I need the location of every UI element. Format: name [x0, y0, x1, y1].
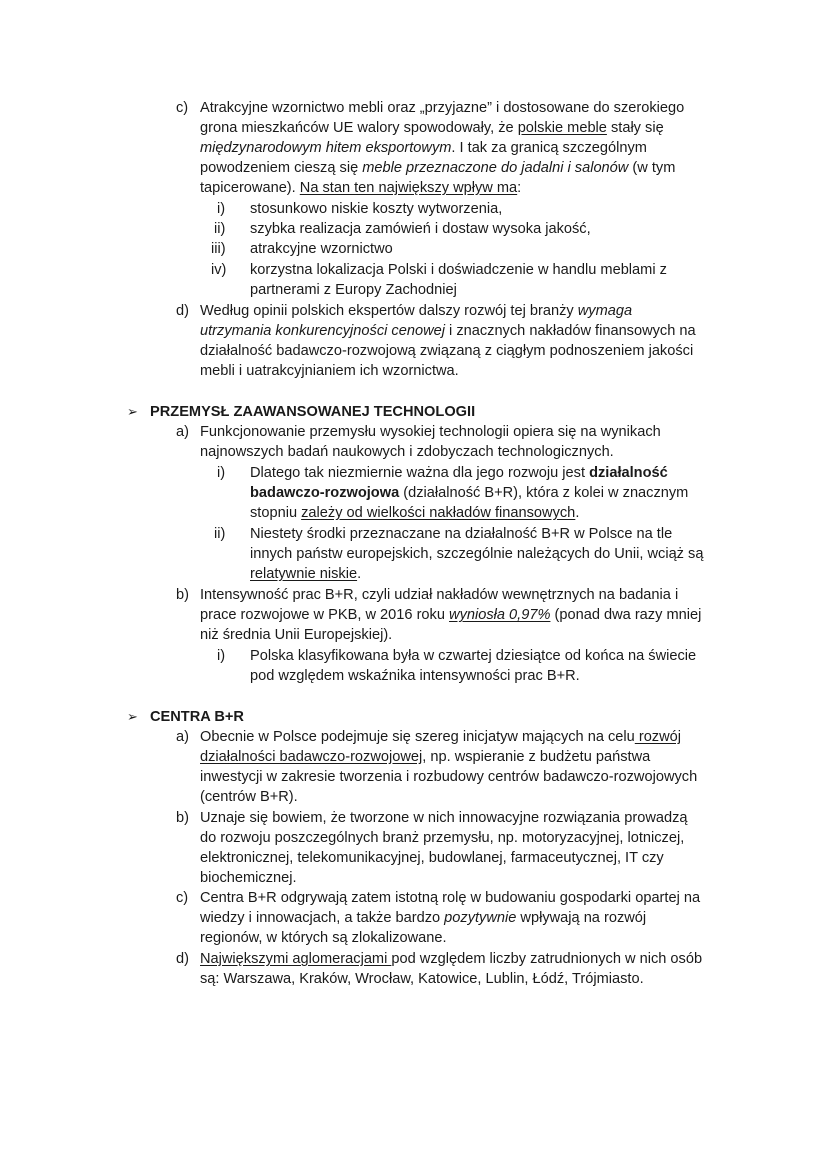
paragraph-line: powodzeniem cieszą się meble przeznaczone do jadalni i salonów (w tym: [200, 160, 676, 176]
paragraph-line: Intensywność prac B+R, czyli udział nakładów wewnętrznych na badania i: [200, 587, 679, 603]
italic-text: utrzymania konkurencyjności cenowej: [200, 323, 445, 339]
list-item: korzystna lokalizacja Polski i doświadczenie w handlu meblami z: [250, 262, 667, 278]
list-marker: iii): [211, 241, 226, 257]
bold-text: działalność: [589, 465, 668, 481]
list-marker: a): [176, 729, 189, 745]
paragraph-line: są: Warszawa, Kraków, Wrocław, Katowice, Lublin, Łódź, Trójmiasto.: [200, 971, 644, 987]
list-marker: iv): [211, 262, 227, 278]
list-marker: b): [176, 810, 189, 826]
paragraph-line: najnowszych badań naukowych i zdobyczach technologicznych.: [200, 444, 614, 460]
paragraph-line: do rozwoju poszczególnych branż przemysłu, np. motoryzacyjnej, lotniczej,: [200, 830, 685, 846]
italic-text: wymaga: [577, 303, 633, 319]
paragraph-line: działalności badawczo-rozwojowej, np. wspieranie z budżetu państwa: [200, 749, 651, 765]
underlined-text: polskie meble: [517, 120, 607, 136]
underlined-text: relatywnie niskie: [250, 566, 358, 582]
paragraph-line: stopniu zależy od wielkości nakładów finansowych.: [250, 505, 580, 521]
paragraph-line: Atrakcyjne wzornictwo mebli oraz „przyjazne” i dostosowane do szerokiego: [200, 100, 685, 116]
paragraph-line: (centrów B+R).: [200, 789, 298, 805]
underlined-text: Największymi aglomeracjami: [200, 951, 392, 967]
underlined-italic-text: wyniosła 0,97%: [449, 607, 551, 623]
underlined-text: rozwój: [634, 729, 682, 745]
list-marker: ii): [214, 526, 226, 542]
paragraph-line: grona mieszkańców UE walory spowodowały, że polskie meble stały się: [200, 120, 664, 136]
list-item: szybka realizacja zamówień i dostaw wysoka jakość,: [250, 221, 591, 237]
paragraph-line: działalność badawczo-rozwojową związaną z ciągłym podnoszeniem jakości: [200, 343, 694, 359]
list-marker: a): [176, 424, 189, 440]
paragraph-line: Funkcjonowanie przemysłu wysokiej technologii opiera się na wynikach: [200, 424, 661, 440]
list-item: partnerami z Europy Zachodniej: [250, 282, 457, 298]
paragraph-line: niż średnia Unii Europejskiej).: [200, 627, 393, 643]
paragraph-line: Niestety środki przeznaczane na działalność B+R w Polsce na tle: [250, 526, 673, 542]
list-marker: d): [176, 303, 189, 319]
paragraph-line: badawczo-rozwojowa (działalność B+R), która z kolei w znacznym: [250, 485, 689, 501]
underlined-text: Na stan ten największy wpływ ma: [299, 180, 518, 196]
paragraph-line: Według opinii polskich ekspertów dalszy rozwój tej branży wymaga: [200, 303, 633, 319]
paragraph-line: regionów, w których są zlokalizowane.: [200, 930, 447, 946]
arrow-bullet-icon: ➢: [127, 709, 138, 724]
underlined-text: zależy od wielkości nakładów finansowych: [301, 505, 576, 521]
list-marker: c): [176, 890, 189, 906]
paragraph-line: relatywnie niskie.: [250, 566, 362, 582]
paragraph-line: inwestycji w zakresie tworzenia i rozbudowy centrów badawczo-rozwojowych: [200, 769, 698, 785]
paragraph-line: Centra B+R odgrywają zatem istotną rolę w budowaniu gospodarki opartej na: [200, 890, 701, 906]
paragraph-line: Największymi aglomeracjami pod względem liczby zatrudnionych w nich osób: [200, 951, 703, 967]
paragraph-line: utrzymania konkurencyjności cenowej i znacznych nakładów finansowych na: [200, 323, 696, 339]
paragraph-line: tapicerowane). Na stan ten największy wpływ ma:: [200, 180, 522, 196]
paragraph-line: Polska klasyfikowana była w czwartej dziesiątce od końca na świecie: [250, 648, 697, 664]
list-marker: i): [217, 201, 226, 217]
list-marker: c): [176, 100, 189, 116]
underlined-text: działalności badawczo-rozwojowej: [200, 749, 423, 765]
arrow-bullet-icon: ➢: [127, 404, 138, 419]
paragraph-line: elektronicznej, telekomunikacyjnej, budowlanej, farmaceutycznej, IT czy: [200, 850, 664, 866]
list-marker: d): [176, 951, 189, 967]
list-marker: i): [217, 465, 226, 481]
paragraph-line: prace rozwojowe w PKB, w 2016 roku wyniosła 0,97% (ponad dwa razy mniej: [200, 607, 702, 623]
paragraph-line: innych państw europejskich, szczególnie należących do Unii, wciąż są: [250, 546, 704, 562]
italic-text: meble przeznaczone do jadalni i salonów: [362, 160, 629, 176]
list-marker: b): [176, 587, 189, 603]
list-item: stosunkowo niskie koszty wytworzenia,: [250, 201, 503, 217]
section-heading: PRZEMYSŁ ZAAWANSOWANEJ TECHNOLOGII: [150, 404, 476, 420]
paragraph-line: międzynarodowym hitem eksportowym. I tak za granicą szczególnym: [200, 140, 647, 156]
paragraph-line: mebli i uatrakcyjnianiem ich wzornictwa.: [200, 363, 459, 379]
italic-text: międzynarodowym hitem eksportowym: [200, 140, 452, 156]
list-marker: i): [217, 648, 226, 664]
italic-text: pozytywnie: [444, 910, 517, 926]
paragraph-line: Dlatego tak niezmiernie ważna dla jego rozwoju jest działalność: [250, 465, 668, 481]
paragraph-line: wiedzy i innowacjach, a także bardzo pozytywnie wpływają na rozwój: [200, 910, 647, 926]
paragraph-line: Obecnie w Polsce podejmuje się szereg inicjatyw mających na celu rozwój: [200, 729, 682, 745]
section-heading: CENTRA B+R: [150, 709, 244, 725]
paragraph-line: biochemicznej.: [200, 870, 297, 886]
bold-text: badawczo-rozwojowa: [250, 485, 400, 501]
list-marker: ii): [214, 221, 226, 237]
paragraph-line: Uznaje się bowiem, że tworzone w nich innowacyjne rozwiązania prowadzą: [200, 810, 688, 826]
list-item: atrakcyjne wzornictwo: [250, 241, 393, 257]
paragraph-line: pod względem wskaźnika intensywności prac B+R.: [250, 668, 580, 684]
